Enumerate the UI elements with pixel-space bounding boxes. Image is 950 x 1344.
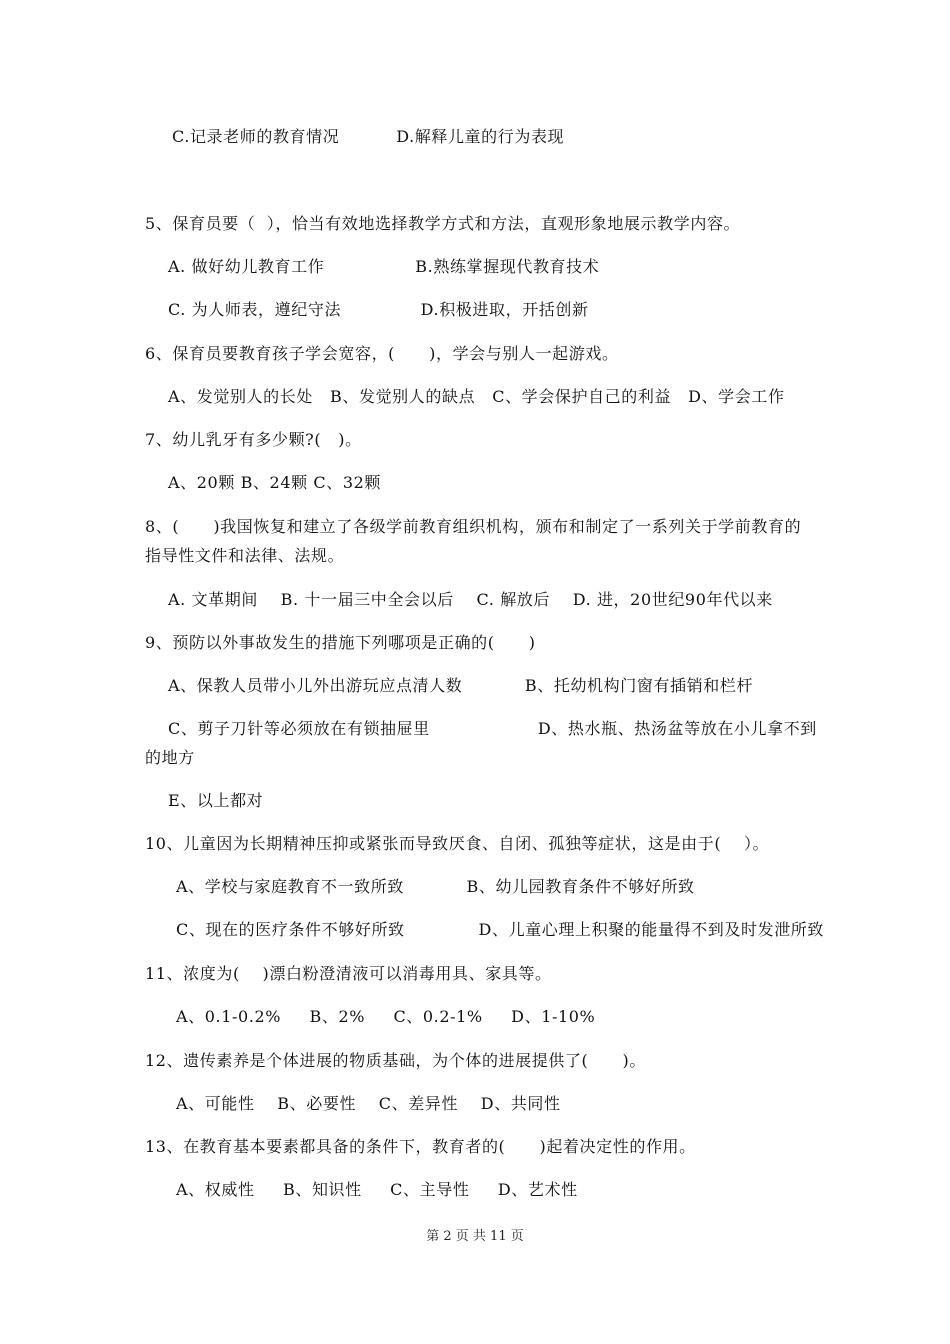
q7-options: A、20颗 B、24颗 C、32颗	[168, 473, 382, 492]
q12-stem: 12、遗传素养是个体进展的物质基础，为个体的进展提供了( )。	[145, 1051, 646, 1070]
q5-options-ab: A. 做好幼儿教育工作 B.熟练掌握现代教育技术	[168, 257, 600, 276]
q9-options-cd: C、剪子刀针等必须放在有锁抽屉里 D、热水瓶、热汤盆等放在小儿拿不到	[168, 719, 817, 738]
q5-options-cd: C. 为人师表，遵纪守法 D.积极进取，开括创新	[168, 300, 589, 319]
page-number-footer: 第 2 页 共 11 页	[426, 1229, 524, 1244]
q10-options-cd: C、现在的医疗条件不够好所致 D、儿童心理上积聚的能量得不到及时发泄所致	[176, 920, 824, 939]
q9-options-cd-continued: 的地方	[145, 748, 195, 767]
q6-options: A、发觉别人的长处 B、发觉别人的缺点 C、学会保护自己的利益 D、学会工作	[168, 387, 785, 406]
q8-options: A. 文革期间 B. 十一届三中全会以后 C. 解放后 D. 进，20世纪90年代以来	[168, 590, 773, 609]
q10-stem: 10、儿童因为长期精神压抑或紧张而导致厌食、自闭、孤独等症状，这是由于( ）。	[145, 834, 770, 853]
q11-options: A、0.1-0.2% B、2% C、0.2-1% D、1-10%	[176, 1007, 596, 1026]
q4-options-cd: C.记录老师的教育情况 D.解释儿童的行为表现	[172, 127, 565, 146]
q9-option-e: E、以上都对	[168, 791, 264, 810]
q11-stem: 11、浓度为( )漂白粉澄清液可以消毒用具、家具等。	[145, 964, 552, 983]
q6-stem: 6、保育员要教育孩子学会宽容，( )，学会与别人一起游戏。	[145, 344, 619, 363]
q13-options: A、权威性 B、知识性 C、主导性 D、艺术性	[176, 1180, 578, 1199]
q5-stem: 5、保育员要（ ），恰当有效地选择教学方式和方法，直观形象地展示教学内容。	[145, 214, 741, 233]
q12-options: A、可能性 B、必要性 C、差异性 D、共同性	[176, 1094, 561, 1113]
q10-options-ab: A、学校与家庭教育不一致所致 B、幼儿园教育条件不够好所致	[176, 877, 695, 896]
q9-options-ab: A、保教人员带小儿外出游玩应点清人数 B、托幼机构门窗有插销和栏杆	[168, 676, 754, 695]
q9-stem: 9、预防以外事故发生的措施下列哪项是正确的( )	[145, 633, 536, 652]
q8-stem: 8、( )我国恢复和建立了各级学前教育组织机构，颁布和制定了一系列关于学前教育的	[145, 517, 802, 536]
q13-stem: 13、在教育基本要素都具备的条件下，教育者的( )起着决定性的作用。	[145, 1137, 696, 1156]
q7-stem: 7、幼儿乳牙有多少颗?( )。	[145, 430, 362, 449]
q8-stem-continued: 指导性文件和法律、法规。	[145, 546, 345, 565]
